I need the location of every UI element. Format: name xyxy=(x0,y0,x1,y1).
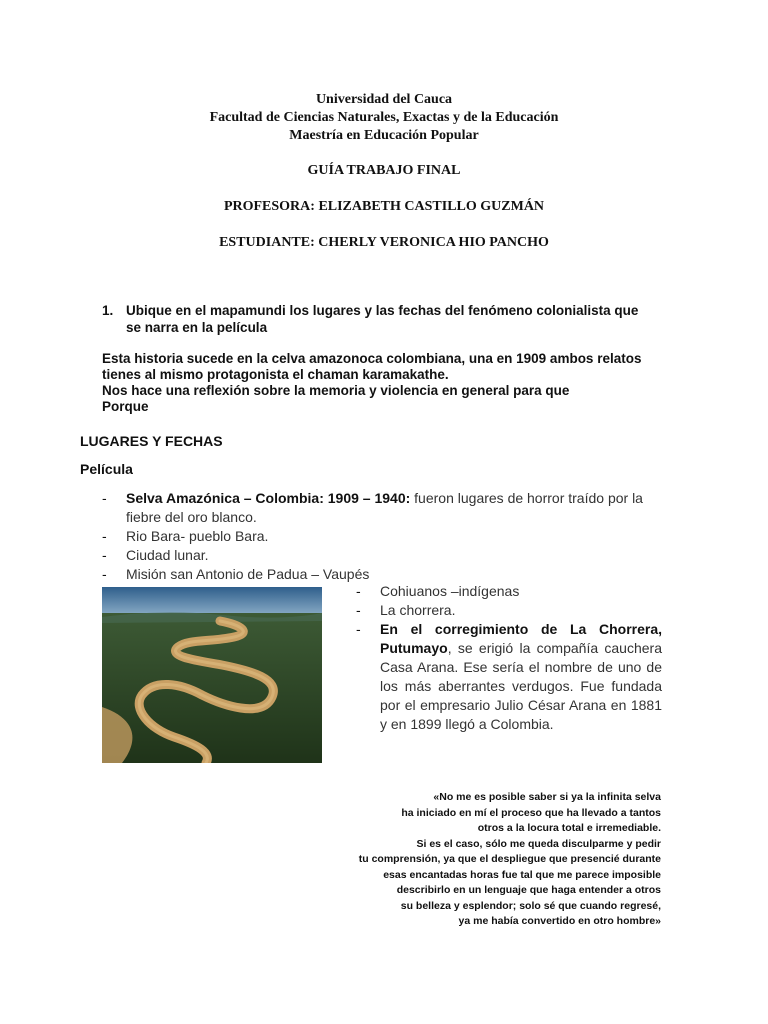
quote-line: «No me es posible saber si ya la infinita selva xyxy=(433,791,661,803)
list-item: - Ciudad lunar. xyxy=(102,546,662,565)
list-item xyxy=(102,489,662,527)
answer-line-1: Esta historia sucede en la celva amazonoca colombiana, una en 1909 ambos relatos xyxy=(102,351,642,366)
places-list xyxy=(102,489,662,584)
amazon-river-photo xyxy=(102,587,322,763)
quote-line: Si es el caso, sólo me queda disculparme y pedir xyxy=(416,837,661,850)
quote-line: su belleza y esplendor; solo sé que cuando regresé, xyxy=(400,899,661,912)
list-item-text: fueron lugares de horror traído por la fiebre del oro blanco. xyxy=(126,490,643,525)
section-movie: Película xyxy=(80,461,133,477)
list-item-text: , se erigió la compañía cauchera Casa Arana. Ese sería el nombre de uno de los más aberrantes verdugos. Fue fundada por el empresario Julio César Arana en 1881 y en 1899 llegó a Colombia. xyxy=(380,640,662,732)
closing-quote xyxy=(320,790,661,930)
list-item: - Rio Bara- pueblo Bara. xyxy=(102,527,662,546)
movie-list xyxy=(356,582,662,734)
quote-line: ha iniciado en mí el proceso que ha llevado a tantos xyxy=(401,806,661,819)
answer-line-2: tienes al mismo protagonista el chaman karamakathe. xyxy=(102,367,449,382)
student-line: ESTUDIANTE: CHERLY VERONICA HIO PANCHO xyxy=(219,235,549,250)
list-item: - La chorrera. xyxy=(356,601,662,620)
professor-line: PROFESORA: ELIZABETH CASTILLO GUZMÁN xyxy=(223,199,545,214)
question-number: 1. xyxy=(102,303,114,318)
amazon-river-illustration xyxy=(102,587,322,763)
list-item-bold: En el corregimiento de La Chorrera, Putumayo xyxy=(380,621,662,656)
list-item: - Cohiuanos –indígenas xyxy=(356,582,662,601)
document-title: GUÍA TRABAJO FINAL xyxy=(307,163,461,178)
answer-line-3: Nos hace una reflexión sobre la memoria y violencia en general para que xyxy=(102,383,570,398)
program-name: Maestría en Educación Popular xyxy=(289,128,479,143)
list-item-bold: Selva Amazónica – Colombia: 1909 – 1940: xyxy=(126,490,411,506)
quote-line: ya me había convertido en otro hombre» xyxy=(458,915,661,927)
question-1 xyxy=(102,302,672,336)
answer-line-4: Porque xyxy=(102,399,149,414)
faculty-name: Facultad de Ciencias Naturales, Exactas y de la Educación xyxy=(209,110,559,125)
section-places-dates: LUGARES Y FECHAS xyxy=(80,433,223,449)
university-name: Universidad del Cauca xyxy=(315,92,453,107)
question-line-2: se narra en la película xyxy=(126,320,268,335)
quote-line: describirlo en un lenguaje que haga entender a otros xyxy=(396,884,661,896)
list-item: - Misión san Antonio de Padua – Vaupés xyxy=(102,565,662,584)
list-item xyxy=(356,620,662,734)
quote-line: esas encantadas horas fue tal que me parece imposible xyxy=(383,868,661,881)
quote-line: tu comprensión, ya que el despliegue que presencié durante xyxy=(358,853,661,865)
question-line-1: Ubique en el mapamundi los lugares y las fechas del fenómeno colonialista que xyxy=(126,303,639,318)
quote-line: otros a la locura total e irremediable. xyxy=(477,822,661,834)
answer-paragraph xyxy=(102,351,672,415)
